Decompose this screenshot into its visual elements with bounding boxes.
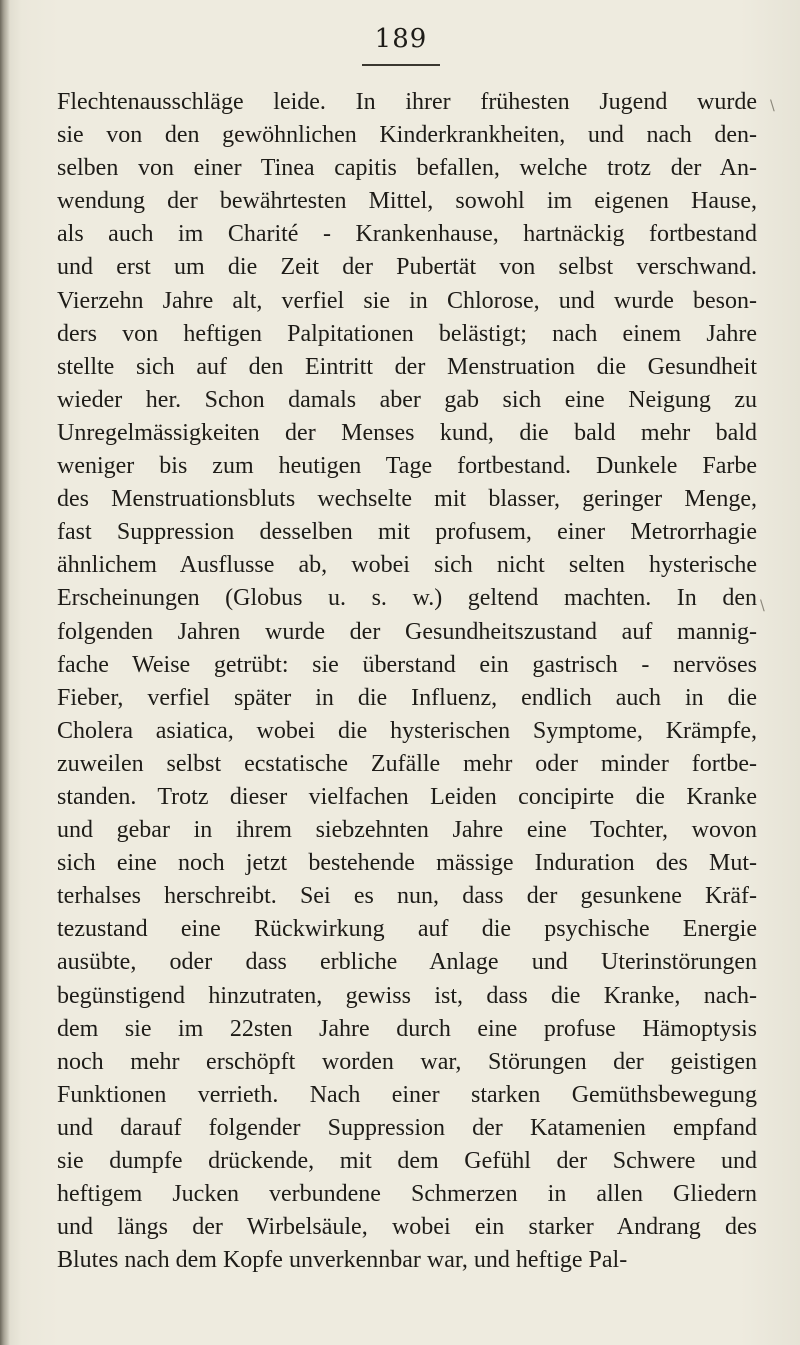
text-line: des Menstruationsbluts wechselte mit blasser, geringer Menge, [57, 486, 757, 513]
text-line: tezustand eine Rückwirkung auf die psychische Energie [57, 916, 757, 943]
text-line: Blutes nach dem Kopfe unverkennbar war, und heftige Pal- [57, 1247, 628, 1274]
text-line: zuweilen selbst ecstatische Zufälle mehr oder minder fortbe- [57, 750, 757, 777]
text-line: Cholera asiatica, wobei die hysterischen Symptome, Krämpfe, [57, 717, 757, 744]
text-line: Erscheinungen (Globus u. s. w.) geltend machten. In den [57, 585, 757, 612]
body-text [57, 86, 757, 1277]
page-number: 189 [374, 24, 428, 54]
text-line: wendung der bewährtesten Mittel, sowohl im eigenen Hause, [57, 188, 757, 215]
text-line: weniger bis zum heutigen Tage fortbestand. Dunkele Farbe [57, 453, 757, 480]
text-line: standen. Trotz dieser vielfachen Leiden concipirte die Kranke [57, 783, 757, 810]
text-line: und erst um die Zeit der Pubertät von selbst verschwand. [57, 254, 757, 281]
text-line: ausübte, oder dass erbliche Anlage und Uterinstörungen [57, 949, 757, 976]
margin-mark: \ [760, 598, 765, 614]
text-line: selben von einer Tinea capitis befallen, welche trotz der An- [57, 155, 757, 182]
text-line: fast Suppression desselben mit profusem, einer Metrorrhagie [57, 519, 757, 546]
text-line: ders von heftigen Palpitationen belästigt; nach einem Jahre [57, 320, 757, 347]
margin-mark: \ [770, 98, 775, 114]
text-line: und längs der Wirbelsäule, wobei ein starker Andrang des [57, 1214, 757, 1241]
binding-edge [0, 0, 10, 1345]
text-line: dem sie im 22sten Jahre durch eine profuse Hämoptysis [57, 1015, 757, 1042]
page-number-rule [362, 64, 440, 66]
text-line: Flechtenausschläge leide. In ihrer frühesten Jugend wurde [57, 89, 757, 115]
text-line: noch mehr erschöpft worden war, Störungen der geistigen [57, 1048, 757, 1075]
text-line: Vierzehn Jahre alt, verfiel sie in Chlorose, und wurde beson- [57, 287, 757, 314]
text-line: terhalses herschreibt. Sei es nun, dass der gesunkene Kräf- [57, 883, 757, 910]
text-line: heftigem Jucken verbundene Schmerzen in allen Gliedern [57, 1181, 757, 1208]
text-line: und gebar in ihrem siebzehnten Jahre eine Tochter, wovon [57, 817, 757, 844]
text-line: folgenden Jahren wurde der Gesundheitszustand auf mannig- [57, 618, 757, 645]
text-line: sie dumpfe drückende, mit dem Gefühl der Schwere und [57, 1148, 757, 1174]
text-line: und darauf folgender Suppression der Katamenien empfand [57, 1114, 757, 1141]
text-line: Funktionen verrieth. Nach einer starken Gemüthsbewegung [57, 1081, 757, 1108]
text-line: begünstigend hinzutraten, gewiss ist, dass die Kranke, nach- [57, 982, 757, 1009]
text-line: fache Weise getrübt: sie überstand ein gastrisch - nervöses [57, 651, 757, 678]
text-line: stellte sich auf den Eintritt der Menstruation die Gesundheit [57, 353, 757, 380]
text-line: sich eine noch jetzt bestehende mässige Induration des Mut- [57, 850, 757, 877]
text-line: ähnlichem Ausflusse ab, wobei sich nicht selten hysterische [57, 552, 757, 579]
text-line: wieder her. Schon damals aber gab sich eine Neigung zu [57, 386, 757, 413]
text-line: Unregelmässigkeiten der Menses kund, die bald mehr bald [57, 419, 757, 446]
text-line: als auch im Charité - Krankenhause, hartnäckig fortbestand [57, 221, 757, 248]
text-line: Fieber, verfiel später in die Influenz, endlich auch in die [57, 684, 757, 711]
text-line: sie von den gewöhnlichen Kinderkrankheiten, und nach den- [57, 122, 757, 149]
